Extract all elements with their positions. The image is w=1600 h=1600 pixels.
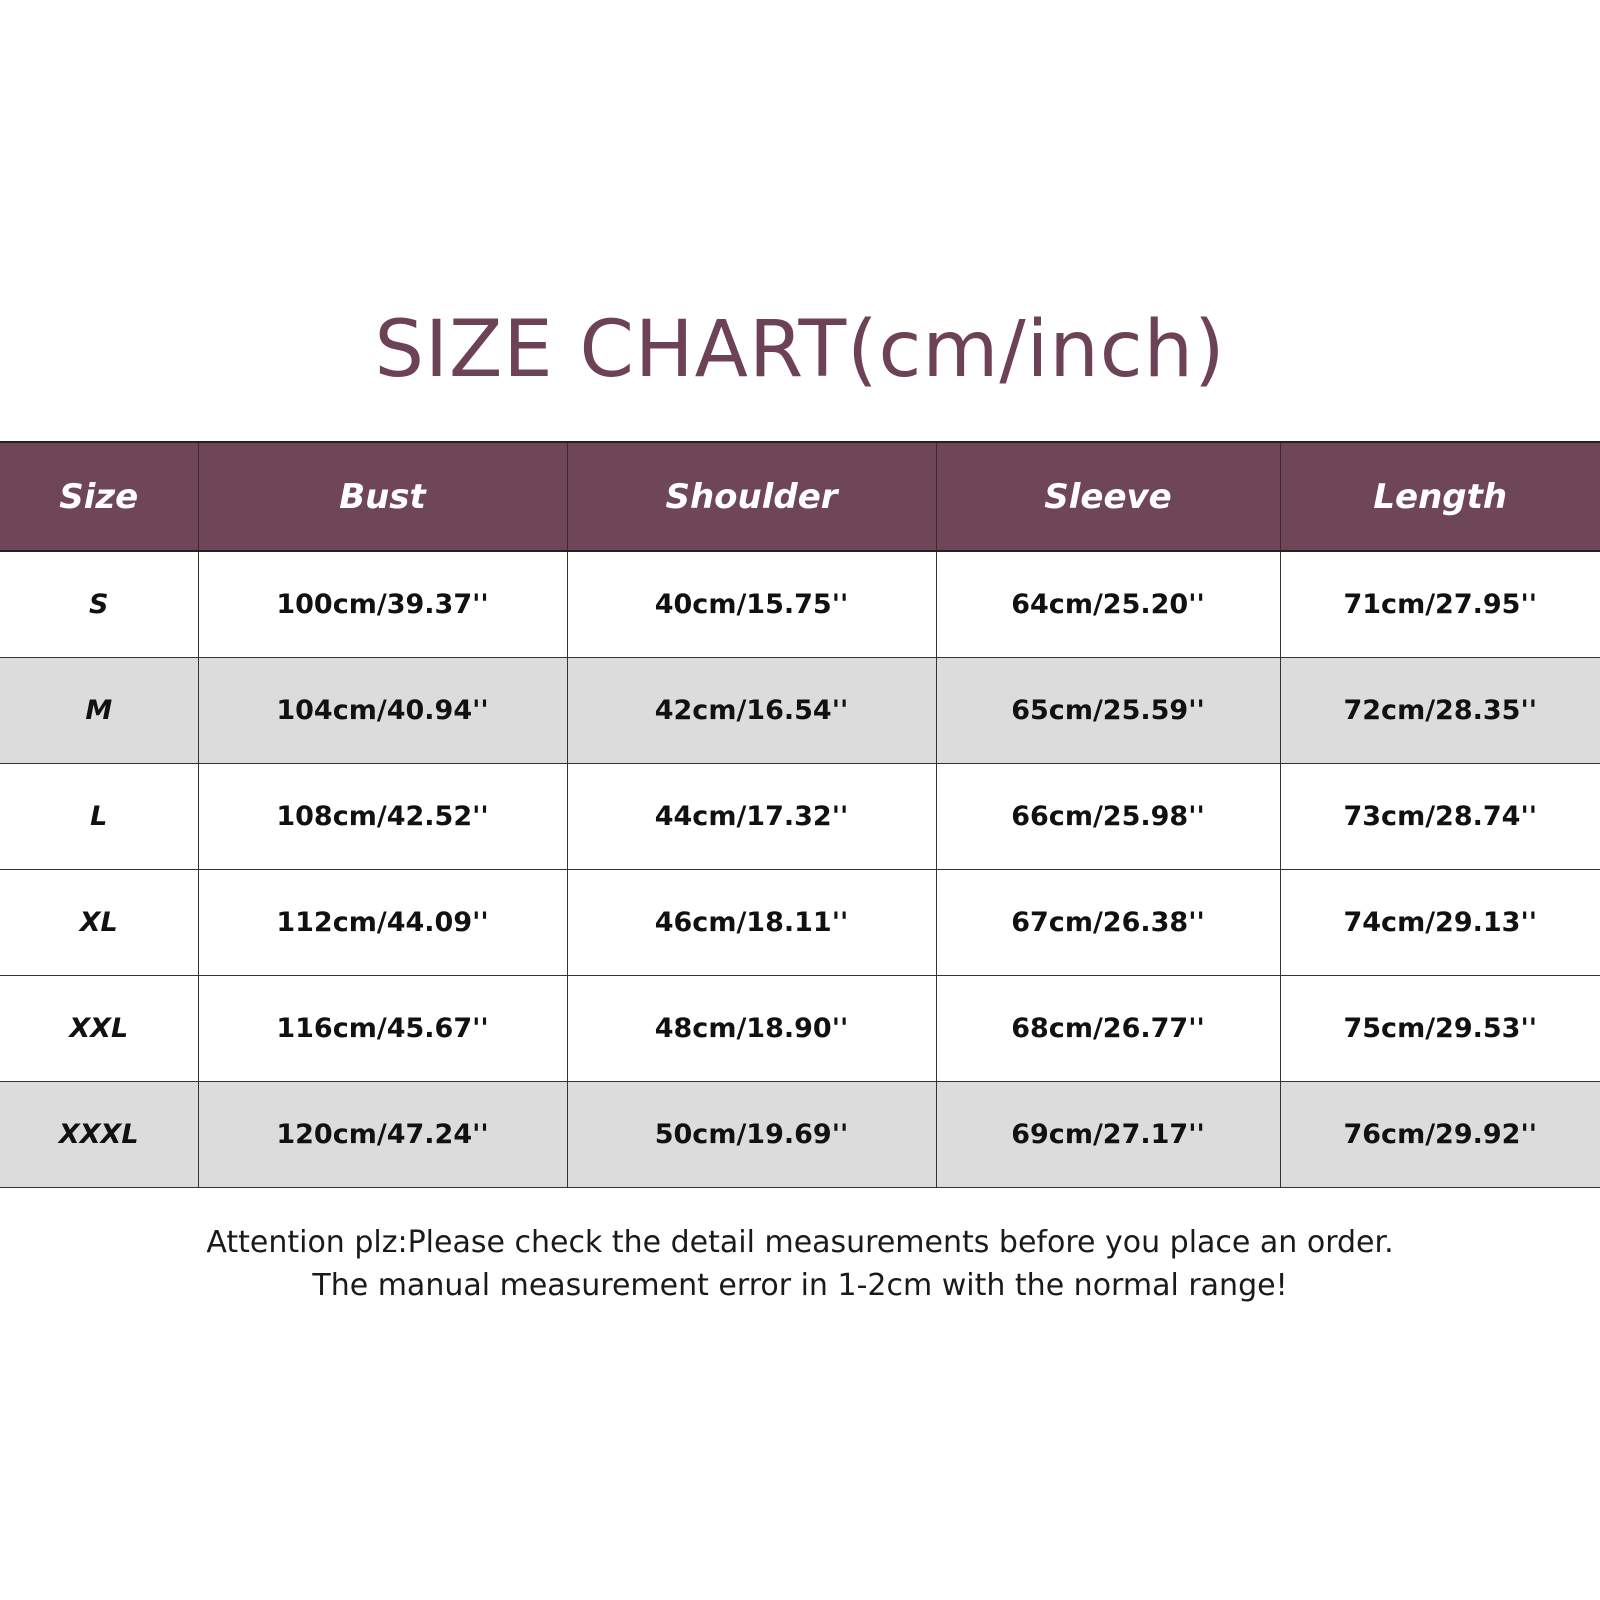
header-shoulder: Shoulder: [567, 442, 936, 551]
bust-cell: 100cm/39.37'': [198, 551, 567, 658]
header-sleeve: Sleeve: [936, 442, 1280, 551]
sleeve-cell: 66cm/25.98'': [936, 764, 1280, 870]
shoulder-cell: 40cm/15.75'': [567, 551, 936, 658]
length-cell: 76cm/29.92'': [1280, 1082, 1600, 1188]
sleeve-cell: 64cm/25.20'': [936, 551, 1280, 658]
size-chart-table: [0, 441, 1600, 1188]
length-cell: 72cm/28.35'': [1280, 658, 1600, 764]
bust-cell: 104cm/40.94'': [198, 658, 567, 764]
measurement-error-note: The manual measurement error in 1-2cm with the normal range!: [312, 1268, 1288, 1303]
header-length: Length: [1280, 442, 1600, 551]
length-cell: 71cm/27.95'': [1280, 551, 1600, 658]
table-row: [0, 1082, 1600, 1188]
shoulder-cell: 50cm/19.69'': [567, 1082, 936, 1188]
size-chart-title: SIZE CHART(cm/inch): [374, 305, 1226, 395]
bust-cell: 108cm/42.52'': [198, 764, 567, 870]
bust-cell: 116cm/45.67'': [198, 976, 567, 1082]
table-row: [0, 976, 1600, 1082]
size-cell: L: [0, 764, 198, 870]
table-row: [0, 551, 1600, 658]
table-header-row: [0, 442, 1600, 551]
length-cell: 74cm/29.13'': [1280, 870, 1600, 976]
size-cell: XL: [0, 870, 198, 976]
bust-cell: 120cm/47.24'': [198, 1082, 567, 1188]
size-cell: XXL: [0, 976, 198, 1082]
shoulder-cell: 48cm/18.90'': [567, 976, 936, 1082]
bust-cell: 112cm/44.09'': [198, 870, 567, 976]
header-size: Size: [0, 442, 198, 551]
sleeve-cell: 68cm/26.77'': [936, 976, 1280, 1082]
shoulder-cell: 46cm/18.11'': [567, 870, 936, 976]
sleeve-cell: 65cm/25.59'': [936, 658, 1280, 764]
length-cell: 73cm/28.74'': [1280, 764, 1600, 870]
table-row: [0, 764, 1600, 870]
shoulder-cell: 42cm/16.54'': [567, 658, 936, 764]
sleeve-cell: 69cm/27.17'': [936, 1082, 1280, 1188]
table-row: [0, 658, 1600, 764]
sleeve-cell: 67cm/26.38'': [936, 870, 1280, 976]
attention-note: Attention plz:Please check the detail measurements before you place an order.: [206, 1225, 1394, 1260]
size-cell: XXXL: [0, 1082, 198, 1188]
table-row: [0, 870, 1600, 976]
length-cell: 75cm/29.53'': [1280, 976, 1600, 1082]
header-bust: Bust: [198, 442, 567, 551]
shoulder-cell: 44cm/17.32'': [567, 764, 936, 870]
size-cell: S: [0, 551, 198, 658]
size-cell: M: [0, 658, 198, 764]
